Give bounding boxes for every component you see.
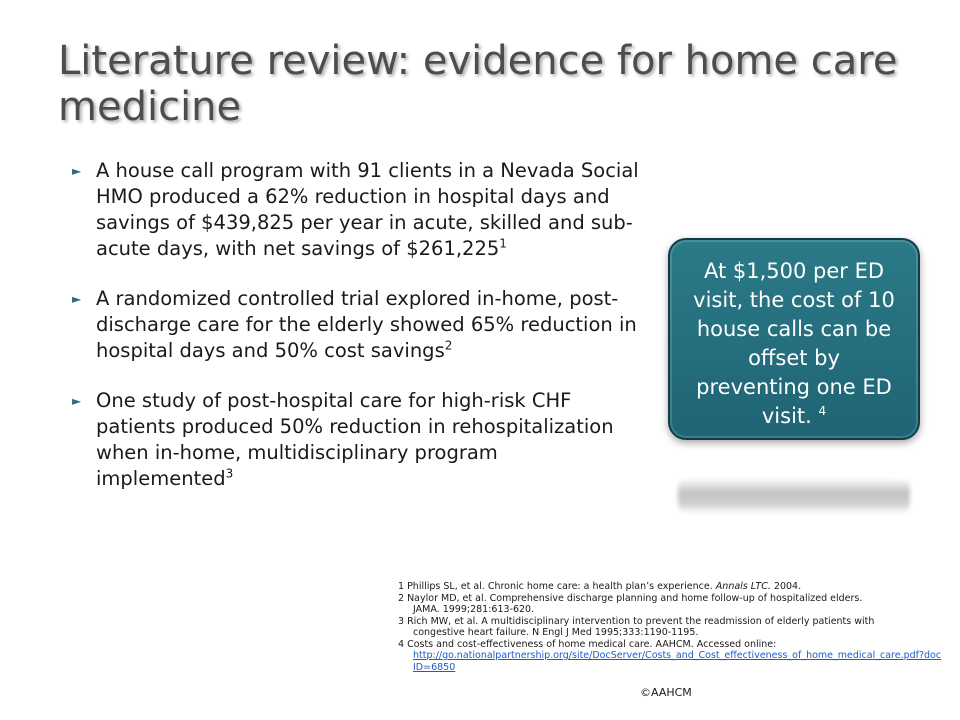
copyright-text: ©AAHCM <box>640 686 692 699</box>
reference-text: 2004. <box>773 581 802 592</box>
triangle-right-icon: ► <box>72 394 82 408</box>
bullet-text: One study of post-hospital care for high-risk CHF patients produced 50% reduction in rehospitalization when in-home, multidisciplinary program implemented <box>96 389 614 490</box>
callout-reflection <box>678 478 910 514</box>
journal-name: Annals LTC. <box>715 581 771 592</box>
citation-marker: 2 <box>444 338 453 353</box>
reference-item <box>398 593 943 616</box>
bullet-text: A house call program with 91 clients in a Nevada Social HMO produced a 62% reduction in hospital days and savings of $439,825 per year in acute, skilled and sub-acute days, with net savings of $261,225 <box>96 159 639 260</box>
reference-text: JAMA. 1999;281:613-620. <box>413 604 535 615</box>
reference-text: 3 Rich MW, et al. A multidisciplinary intervention to prevent the readmission of elderly patients with <box>398 615 875 627</box>
triangle-right-icon: ► <box>72 164 82 178</box>
citation-marker: 1 <box>499 236 507 251</box>
citation-marker: 4 <box>818 404 827 418</box>
bullet-item <box>70 388 640 492</box>
triangle-right-icon: ► <box>72 292 82 306</box>
reference-item <box>398 581 943 593</box>
reference-text: 4 Costs and cost-effectiveness of home medical care. AAHCM. Accessed online: <box>398 638 777 650</box>
reference-item <box>398 639 943 674</box>
reference-text: congestive heart failure. N Engl J Med 1995;333:1190-1195. <box>413 627 699 638</box>
citation-marker: 3 <box>225 466 234 481</box>
reference-text: 1 Phillips SL, et al. Chronic home care: a health plan’s experience. <box>398 581 713 592</box>
reference-text: 2 Naylor MD, et al. Comprehensive discharge planning and home follow-up of hospitalized elders. <box>398 592 863 604</box>
callout-box <box>668 238 920 440</box>
bullet-item <box>70 158 640 262</box>
bullet-item <box>70 286 640 364</box>
bullet-list <box>70 158 640 516</box>
bullet-text: A randomized controlled trial explored in-home, post-discharge care for the elderly showed 65% reduction in hospital days and 50% cost savings <box>96 287 637 362</box>
reference-link[interactable]: http://go.nationalpartnership.org/site/DocServer/Costs_and_Cost_effectiveness_of_home_medical_care.pdf?docID=6850 <box>413 650 942 673</box>
slide-title: Literature review: evidence for home care medicine <box>58 38 898 130</box>
callout-text: At $1,500 per ED visit, the cost of 10 house calls can be offset by preventing one ED visit. <box>693 259 895 428</box>
reference-list <box>398 581 943 673</box>
reference-item <box>398 616 943 639</box>
